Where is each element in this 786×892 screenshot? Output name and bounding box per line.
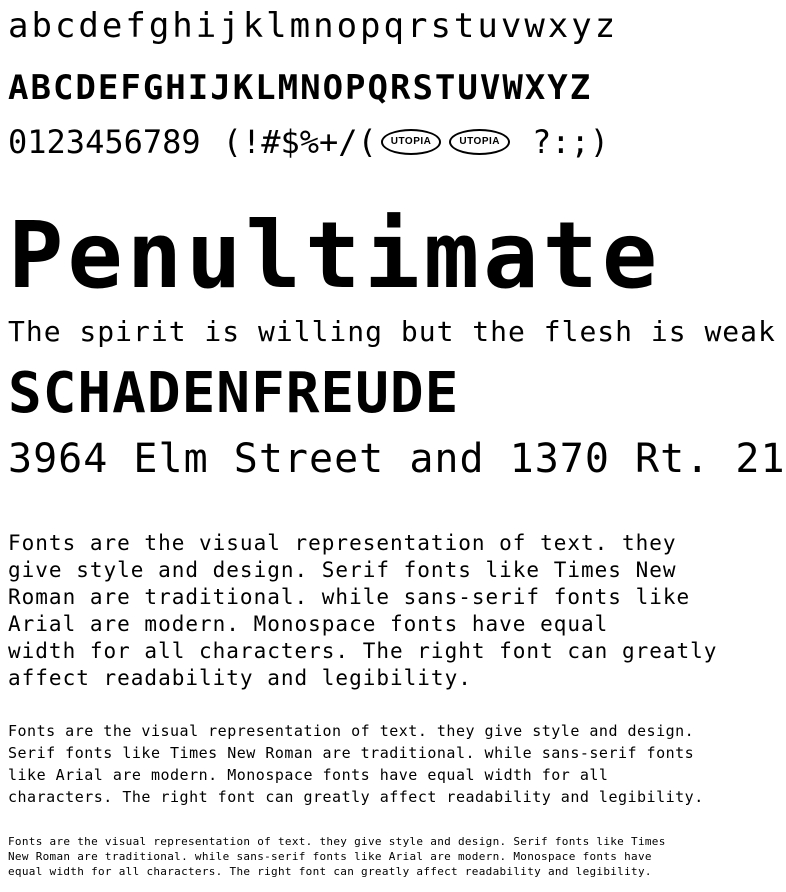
sample-phrase: The spirit is willing but the flesh is weak bbox=[8, 315, 776, 348]
symbols: (!#$%+/( bbox=[222, 123, 377, 161]
paragraph-large bbox=[8, 530, 718, 692]
paragraph-line: Fonts are the visual representation of text. they give style and design. bbox=[8, 722, 695, 740]
sample-word-caps: SCHADENFREUDE bbox=[8, 361, 460, 426]
utopia-logo-badge: UTOPIA bbox=[381, 129, 442, 155]
sample-address: 3964 Elm Street and 1370 Rt. 21 bbox=[8, 436, 786, 482]
paragraph-line: Arial are modern. Monospace fonts have equal bbox=[8, 612, 609, 636]
paragraph-line: like Arial are modern. Monospace fonts have equal width for all bbox=[8, 766, 609, 784]
lowercase-alphabet: abcdefghijklmnopqrstuvwxyz bbox=[8, 6, 619, 46]
punctuation: ?:;) bbox=[532, 123, 610, 161]
uppercase-alphabet: ABCDEFGHIJKLMNOPQRSTUVWXYZ bbox=[8, 68, 593, 108]
display-word: Penultimate bbox=[8, 202, 662, 309]
digits-symbols-row bbox=[8, 120, 686, 164]
paragraph-line: characters. The right font can greatly affect readability and legibility. bbox=[8, 788, 704, 806]
paragraph-medium bbox=[8, 720, 704, 808]
paragraph-small bbox=[8, 834, 686, 879]
paragraph-line: give style and design. Serif fonts like Times New bbox=[8, 558, 677, 582]
paragraph-line: width for all characters. The right font can greatly bbox=[8, 639, 718, 663]
paragraph-line: equal width for all characters. The right font can greatly affect readability and legibility. bbox=[8, 865, 652, 878]
paragraph-line: Serif fonts like Times New Roman are traditional. while sans-serif fonts bbox=[8, 744, 695, 762]
paragraph-line: Fonts are the visual representation of text. they bbox=[8, 531, 677, 555]
digits: 0123456789 bbox=[8, 123, 201, 161]
utopia-logo-badge-2: UTOPIA bbox=[449, 129, 510, 155]
paragraph-line: Roman are traditional. while sans-serif fonts like bbox=[8, 585, 691, 609]
paragraph-line: affect readability and legibility. bbox=[8, 666, 472, 690]
paragraph-line: New Roman are traditional. while sans-serif fonts like Arial are modern. Monospace fonts have bbox=[8, 850, 652, 863]
paragraph-line: Fonts are the visual representation of text. they give style and design. Serif fonts like Times bbox=[8, 835, 666, 848]
